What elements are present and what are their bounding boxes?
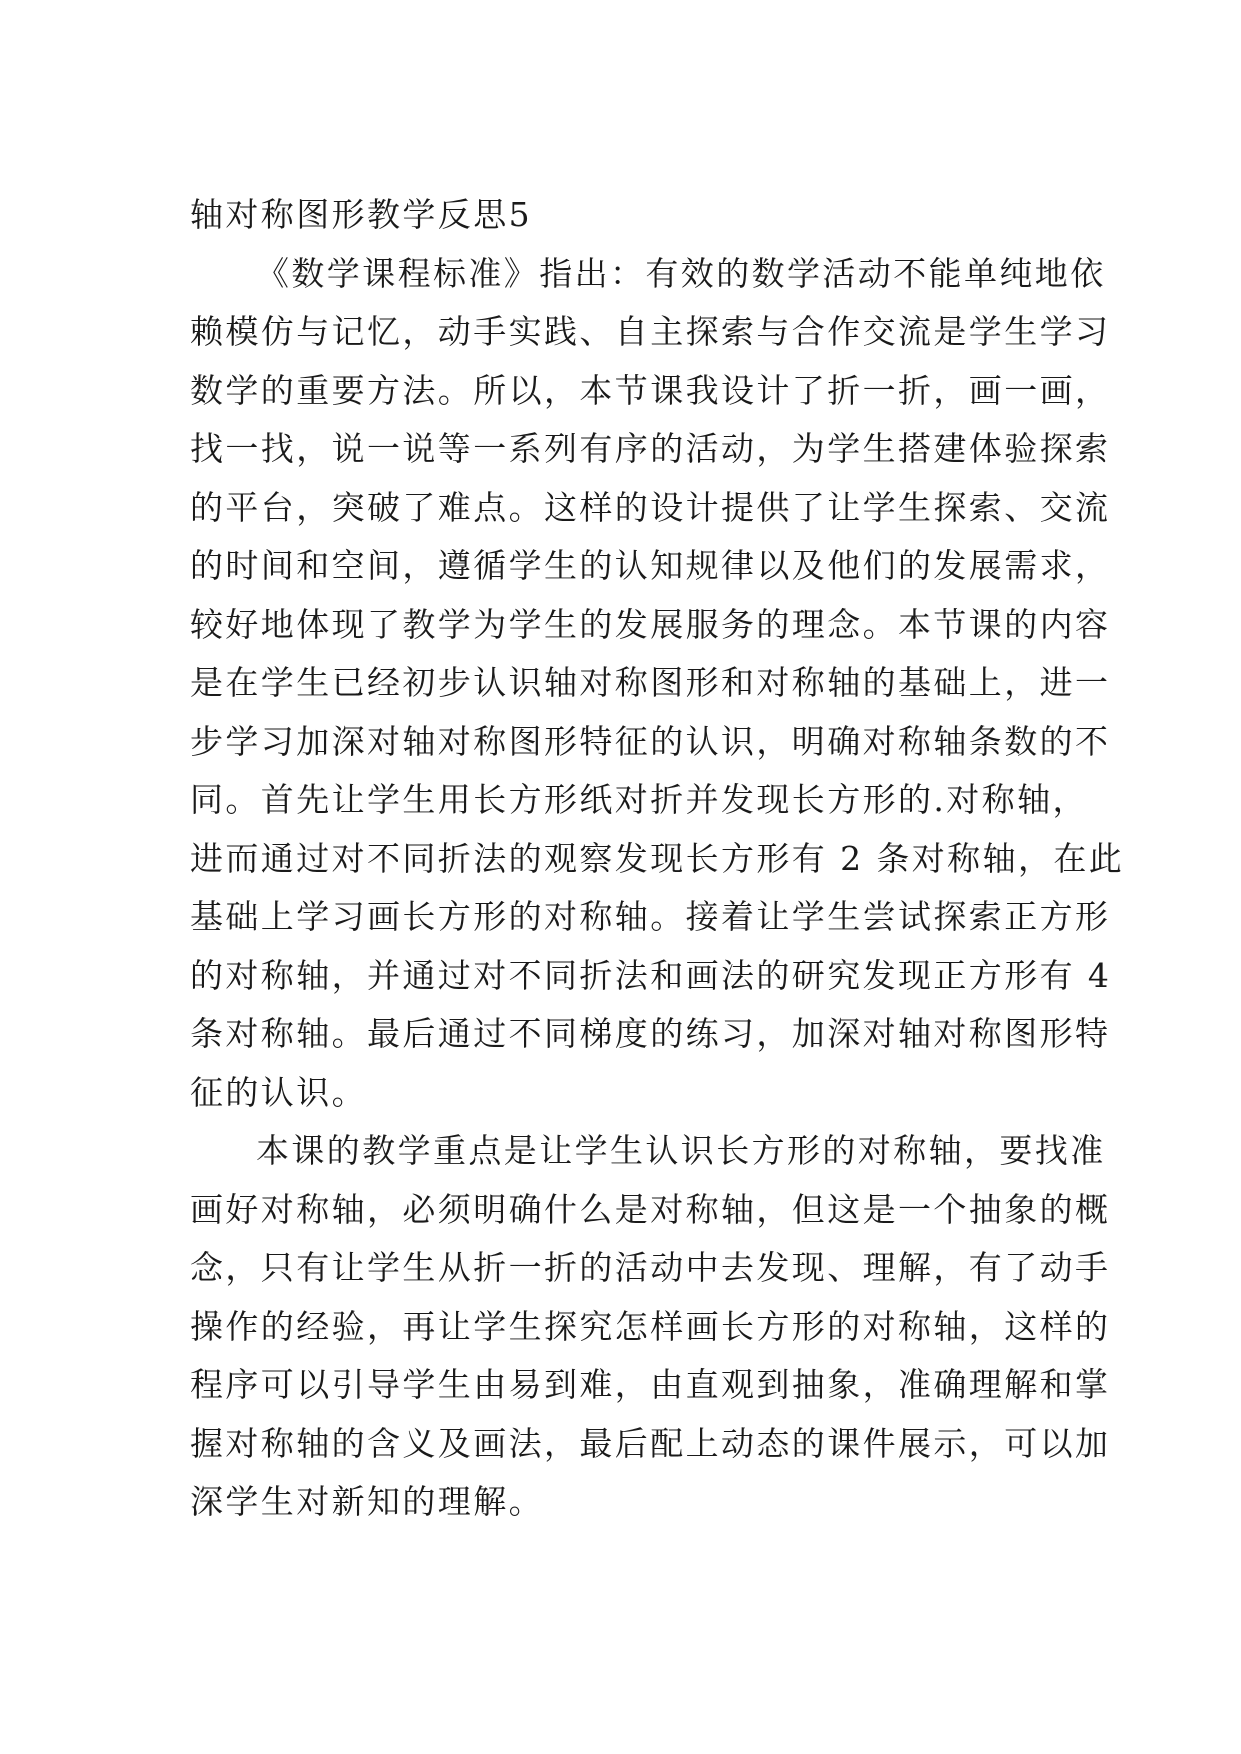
paragraph-line: 进而通过对不同折法的观察发现长方形有 2 条对称轴，在此 xyxy=(190,838,1125,878)
paragraph-line: 找一找，说一说等一系列有序的活动，为学生搭建体验探索 xyxy=(190,429,1111,468)
paragraph-line: 数学的重要方法。所以，本节课我设计了折一折，画一画， xyxy=(190,370,1111,410)
paragraph-line: 程序可以引导学生由易到难，由直观到抽象，准确理解和掌 xyxy=(190,1365,1111,1404)
paragraph-line: 较好地体现了教学为学生的发展服务的理念。本节课的内容 xyxy=(190,604,1111,644)
paragraph-line: 赖模仿与记忆，动手实践、自主探索与合作交流是学生学习 xyxy=(190,312,1111,351)
document-body xyxy=(190,186,1125,1532)
paragraph-line: 画好对称轴，必须明确什么是对称轴，但这是一个抽象的概 xyxy=(190,1189,1111,1229)
paragraph-line: 的时间和空间，遵循学生的认知规律以及他们的发展需求， xyxy=(190,546,1111,585)
paragraph-line: 基础上学习画长方形的对称轴。接着让学生尝试探索正方形 xyxy=(190,897,1111,936)
paragraph-line: 征的认识。 xyxy=(190,1072,367,1112)
paragraph-line: 念，只有让学生从折一折的活动中去发现、理解，有了动手 xyxy=(190,1248,1111,1287)
paragraph-line: 同。首先让学生用长方形纸对折并发现长方形的.对称轴， xyxy=(190,780,1088,819)
paragraph-line: 本课的教学重点是让学生认识长方形的对称轴，要找准 xyxy=(256,1131,1106,1170)
paragraph-line: 握对称轴的含义及画法，最后配上动态的课件展示，可以加 xyxy=(190,1423,1111,1463)
paragraph-line: 深学生对新知的理解。 xyxy=(190,1482,544,1521)
paragraph-1 xyxy=(190,245,1125,1123)
document-title: 轴对称图形教学反思5 xyxy=(190,195,532,234)
paragraph-line: 步学习加深对轴对称图形特征的认识，明确对称轴条数的不 xyxy=(190,721,1111,761)
paragraph-line: 操作的经验，再让学生探究怎样画长方形的对称轴，这样的 xyxy=(190,1306,1111,1346)
paragraph-line: 条对称轴。最后通过不同梯度的练习，加深对轴对称图形特 xyxy=(190,1014,1111,1053)
paragraph-line: 《数学课程标准》指出：有效的数学活动不能单纯地依 xyxy=(256,253,1106,293)
paragraph-line: 的对称轴，并通过对不同折法和画法的研究发现正方形有 4 xyxy=(190,955,1112,995)
paragraph-line: 的平台，突破了难点。这样的设计提供了让学生探索、交流 xyxy=(190,487,1111,527)
paragraph-line: 是在学生已经初步认识轴对称图形和对称轴的基础上，进一 xyxy=(190,663,1111,702)
paragraph-2 xyxy=(190,1122,1111,1532)
